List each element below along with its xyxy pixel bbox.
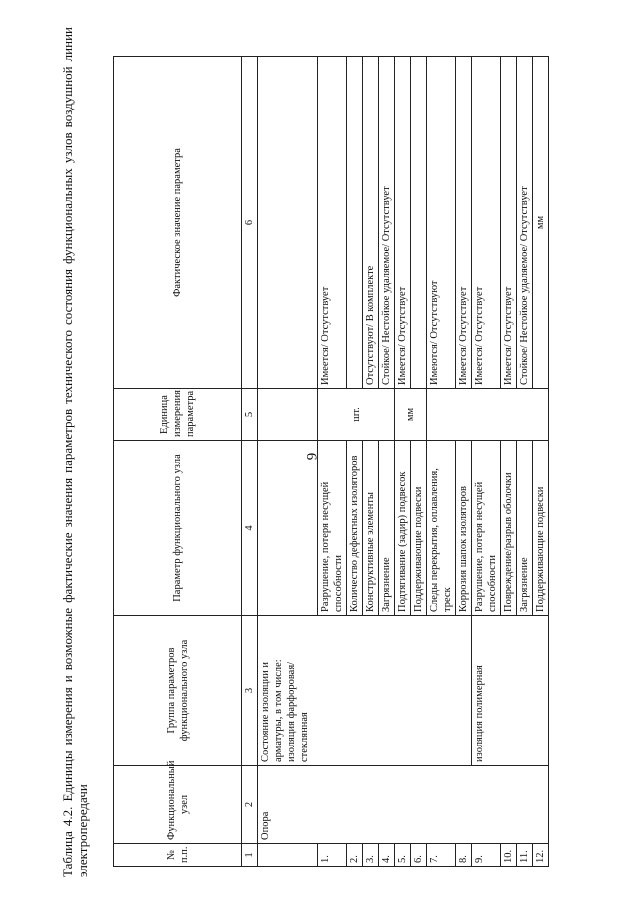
table-row: 11. Загрязнение Стойкое/ Нестойкое удаляемое/ Отсутствует <box>517 57 533 867</box>
header-number: № п.п. <box>114 844 242 867</box>
col-number: 3 <box>242 616 258 766</box>
table-row: 6. Поддерживающие подвески <box>411 57 427 867</box>
col-number: 4 <box>242 441 258 616</box>
table-row: 7. Следы перекрытия, оплавления, треск Имеются/ Отсутствуют <box>427 57 456 867</box>
col-number: 1 <box>242 844 258 867</box>
table-row <box>258 57 318 867</box>
header-node: Функциональный узел <box>114 766 242 844</box>
header-value: Фактическое значение параметра <box>114 57 242 389</box>
table-row: 1. Разрушение, потеря несущей способности шт. Имеется/ Отсутствует <box>318 57 347 867</box>
col-number: 2 <box>242 766 258 844</box>
group-cell <box>258 616 472 766</box>
header-group: Группа параметров функционального узла <box>114 616 242 766</box>
table-caption: Таблица 4.2. Единицы измерения и возможные фактические значения параметров технического состояния функциональных узлов воздушной линии электропередачи <box>60 27 90 877</box>
table-row: 2. Количество дефектных изоляторов <box>347 57 363 867</box>
header-parameter: Параметр функционального узла <box>114 441 242 616</box>
col-number: 6 <box>242 57 258 389</box>
column-number-row <box>242 57 258 867</box>
group-polymer: изоляция полимерная <box>472 616 549 766</box>
group-porcelain: изоляция фарфоровая/стеклянная <box>286 661 310 762</box>
unit-cell-pcs: шт. <box>318 389 395 441</box>
table-row: 9. изоляция полимерная Разрушение, потеря несущей способности Имеется/ Отсутствует <box>472 57 501 867</box>
unit-cell-mm-2: мм <box>533 57 549 389</box>
unit-cell-mm: мм <box>395 389 427 441</box>
table-row: 12. Поддерживающие подвески мм <box>533 57 549 867</box>
page-number: 9 <box>304 452 321 461</box>
table-header-row <box>114 57 242 867</box>
node-cell: Опора <box>258 766 549 844</box>
col-number: 5 <box>242 389 258 441</box>
parameters-table <box>113 56 549 867</box>
table-row: 4. Загрязнение Стойкое/ Нестойкое удаляемое/ Отсутствует <box>379 57 395 867</box>
table-row: 5. Подтягивание (задир) подвесок мм Имеется/ Отсутствует <box>395 57 411 867</box>
header-unit: Единица измерения параметра <box>114 389 242 441</box>
group-header: Состояние изоляции и арматуры, в том числе: <box>260 659 284 762</box>
table-row: 10. Повреждение/разрыв оболочки Имеется/ Отсутствует <box>501 57 517 867</box>
table-row: 8. Коррозия шапок изоляторов Имеется/ Отсутствует <box>456 57 472 867</box>
table-row: 3. Конструктивные элементы Отсутствуют/ В комплекте <box>363 57 379 867</box>
